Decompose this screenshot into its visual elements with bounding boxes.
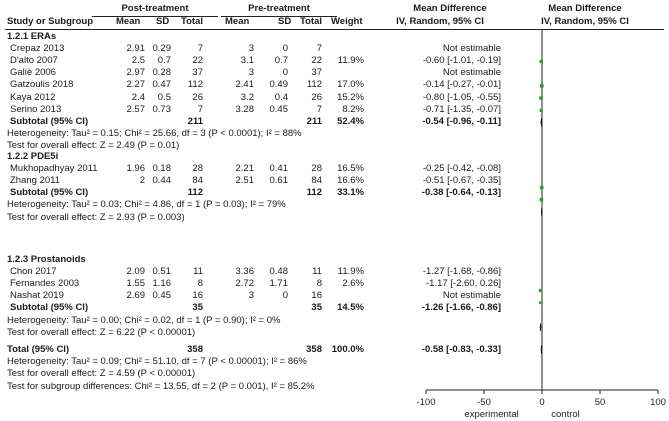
- heterogeneity-text: Heterogeneity: Tau² = 0.15; Chi² = 25.66, df = 3 (P < 0.0001); I² = 88%: [7, 128, 302, 140]
- post-sd: 0.5: [157, 91, 171, 103]
- post-total: 11: [193, 265, 203, 277]
- pre-total: 84: [311, 174, 322, 186]
- post-total: 26: [192, 91, 203, 103]
- pre-mean: 2.41: [235, 79, 254, 91]
- study-effect-marker: [540, 60, 543, 63]
- mean-difference-ci: -0.25 [-0.42, -0.08]: [422, 162, 501, 174]
- post-mean: 2.4: [131, 91, 145, 103]
- post-sd: 0.18: [152, 162, 171, 174]
- pre-sd: 0.41: [269, 162, 288, 174]
- pre-sd: 0: [282, 42, 288, 54]
- weight-value: 11.9%: [337, 54, 364, 66]
- subtotal-md-ci: -1.26 [-1.66, -0.86]: [421, 302, 501, 314]
- subtotal-post-total: 211: [187, 115, 203, 127]
- md-column-subtitle: IV, Random, 95% CI: [396, 16, 484, 27]
- study-effect-marker: [540, 186, 544, 190]
- weight-value: 16.6%: [337, 174, 364, 186]
- post-sd: 0.47: [152, 79, 171, 91]
- subtotal-label: Subtotal (95% CI): [10, 115, 89, 127]
- footer-text: Test for subgroup differences: Chi² = 13.55, df = 2 (P = 0.001), I² = 85.2%: [7, 380, 315, 392]
- subtotal-weight: 33.1%: [337, 187, 364, 199]
- study-effect-marker: [540, 84, 544, 88]
- study-name: D'alto 2007: [10, 54, 58, 66]
- post-mean: 2.91: [126, 42, 145, 54]
- total-label: Total (95% CI): [7, 343, 70, 355]
- mean-difference-ci: -0.80 [-1.05, -0.55]: [422, 91, 501, 103]
- pre-total: 112: [306, 79, 322, 91]
- post-mean: 2.5: [131, 54, 145, 66]
- subgroup-title: 1.2.1 ERAs: [7, 30, 57, 42]
- study-effect-marker: [540, 198, 544, 202]
- study-name: Fernandes 2003: [10, 277, 80, 289]
- pre-total: 26: [311, 91, 322, 103]
- total2-header: Total: [300, 16, 322, 27]
- pre-sd: 0.48: [269, 265, 288, 277]
- pre-mean: 3.2: [240, 91, 254, 103]
- study-effect-marker: [539, 289, 542, 292]
- pre-mean: 3: [248, 42, 254, 54]
- summary-diamond: [540, 323, 541, 331]
- pre-sd: 0.49: [269, 79, 288, 91]
- post-mean: 2.27: [126, 79, 145, 91]
- pre-sd: 0.45: [269, 103, 288, 115]
- mean-difference-ci: -1.17 [-2.60, 0.26]: [426, 277, 501, 289]
- subtotal-pre-total: 211: [306, 115, 322, 127]
- weight-value: 2.6%: [342, 277, 364, 289]
- md-column-title: Mean Difference: [413, 3, 487, 14]
- mean-difference-ci: Not estimable: [442, 42, 501, 54]
- summary-diamond: [541, 346, 542, 354]
- subtotal-weight: 52.4%: [337, 115, 364, 127]
- post-sd: 0.28: [152, 67, 171, 79]
- footer-text: Test for overall effect: Z = 4.59 (P < 0.00001): [7, 368, 196, 380]
- summary-diamond: [541, 119, 542, 127]
- pre-sd: 0.61: [269, 174, 288, 186]
- weight-value: 15.2%: [337, 91, 364, 103]
- post-mean: 1.55: [126, 277, 145, 289]
- pre-total: 22: [311, 54, 322, 66]
- subtotal-pre-total: 35: [311, 302, 322, 314]
- post-sd: 1.16: [152, 277, 171, 289]
- post-total: 28: [192, 162, 203, 174]
- pre-mean: 3.1: [240, 54, 254, 66]
- x-axis-tick-label: 100: [650, 397, 666, 408]
- pre-total: 16: [311, 290, 322, 302]
- x-axis-tick-label: 50: [594, 397, 606, 408]
- mean-difference-ci: -0.51 [-0.67, -0.35]: [422, 174, 501, 186]
- post-mean: 2.09: [126, 265, 145, 277]
- study-name: Galiè 2006: [10, 67, 56, 79]
- weight-value: 16.5%: [337, 162, 364, 174]
- subgroup-title: 1.2.3 Prostanoids: [7, 253, 86, 265]
- pre-mean: 3: [248, 290, 254, 302]
- sd1-header: SD: [156, 16, 170, 27]
- subtotal-md-ci: -0.38 [-0.64, -0.13]: [421, 187, 501, 199]
- pre-mean: 2.21: [235, 162, 254, 174]
- post-sd: 0.73: [152, 103, 171, 115]
- study-effect-marker: [539, 96, 543, 100]
- mean-difference-ci: -0.71 [-1.35, -0.07]: [422, 103, 501, 115]
- study-effect-marker: [539, 301, 542, 304]
- mean-difference-ci: -1.27 [-1.68, -0.86]: [422, 265, 501, 277]
- total1-header: Total: [181, 16, 203, 27]
- subtotal-post-total: 112: [187, 187, 203, 199]
- post-total: 112: [187, 79, 203, 91]
- pre-total: 7: [316, 42, 322, 54]
- mean1-header: Mean: [116, 16, 141, 27]
- post-total: 37: [192, 67, 203, 79]
- pre-mean: 2.51: [235, 174, 254, 186]
- pre-sd: 0.4: [274, 91, 288, 103]
- post-total: 7: [197, 103, 203, 115]
- mean-difference-ci: -0.14 [-0.27, -0.01]: [422, 79, 501, 91]
- subtotal-md-ci: -0.54 [-0.96, -0.11]: [422, 115, 501, 127]
- total-pre-total: 358: [306, 343, 322, 355]
- favours-right-label: control: [551, 409, 580, 420]
- pre-total: 11: [312, 265, 322, 277]
- weight-value: 8.2%: [342, 103, 364, 115]
- study-name: Gatzoulis 2018: [10, 79, 74, 91]
- study-name: Kaya 2012: [10, 91, 56, 103]
- weight-value: 17.0%: [337, 79, 364, 91]
- pre-sd: 0: [282, 67, 288, 79]
- plot-subtitle: IV, Random, 95% CI: [541, 16, 629, 27]
- study-name: Zhang 2011: [10, 174, 61, 186]
- post-sd: 0.7: [157, 54, 171, 66]
- subtotal-post-total: 35: [192, 302, 203, 314]
- total-weight: 100.0%: [331, 343, 364, 355]
- study-name: Chon 2017: [10, 265, 57, 277]
- subtotal-label: Subtotal (95% CI): [10, 302, 89, 314]
- study-name: Crepaz 2013: [10, 42, 65, 54]
- mean-difference-ci: Not estimable: [442, 290, 501, 302]
- post-mean: 2.97: [126, 67, 145, 79]
- pre-total: 37: [311, 67, 322, 79]
- post-total: 22: [192, 54, 203, 66]
- footer-text: Heterogeneity: Tau² = 0.09; Chi² = 51.10, df = 7 (P < 0.00001); I² = 86%: [7, 356, 307, 367]
- subtotal-pre-total: 112: [306, 187, 322, 199]
- study-effect-marker: [540, 109, 543, 112]
- study-name: Mukhopadhyay 2011: [10, 162, 98, 174]
- weight-header: Weight: [331, 16, 363, 27]
- plot-title: Mean Difference: [548, 3, 622, 14]
- overall-effect-text: Test for overall effect: Z = 6.22 (P < 0.00001): [7, 326, 196, 338]
- overall-effect-text: Test for overall effect: Z = 2.49 (P = 0.01): [7, 140, 180, 152]
- study-name: Serino 2013: [10, 103, 62, 115]
- post-mean: 2.69: [126, 290, 145, 302]
- pre-sd: 0: [282, 290, 288, 302]
- x-axis-tick-label: 0: [539, 397, 545, 408]
- heterogeneity-text: Heterogeneity: Tau² = 0.03; Chi² = 4.86, df = 1 (P = 0.03); I² = 79%: [7, 199, 286, 211]
- pre-total: 28: [311, 162, 322, 174]
- x-axis-tick-label: -50: [477, 397, 491, 408]
- post-total: 84: [192, 174, 203, 186]
- total-md-ci: -0.58 [-0.83, -0.33]: [421, 343, 501, 355]
- sd2-header: SD: [278, 16, 292, 27]
- post-sd: 0.29: [152, 42, 171, 54]
- post-mean: 2.57: [126, 103, 145, 115]
- pre-sd: 0.7: [274, 54, 288, 66]
- post-mean: 1.96: [126, 162, 145, 174]
- pre-mean: 3.28: [235, 103, 254, 115]
- mean-difference-ci: Not estimable: [442, 67, 501, 79]
- post-sd: 0.44: [152, 174, 171, 186]
- post-total: 16: [192, 290, 203, 302]
- pre-mean: 3.36: [235, 265, 254, 277]
- pre-mean: 2.72: [235, 277, 254, 289]
- group2-header: Pre-treatment: [248, 3, 310, 14]
- mean-difference-ci: -0.60 [-1.01, -0.19]: [422, 54, 501, 66]
- subtotal-weight: 14.5%: [337, 302, 364, 314]
- overall-effect-text: Test for overall effect: Z = 2.93 (P = 0.003): [7, 211, 185, 223]
- post-sd: 0.51: [152, 265, 171, 277]
- pre-total: 7: [316, 103, 322, 115]
- subgroup-title: 1.2.2 PDE5i: [7, 150, 59, 162]
- group1-header: Post-treatment: [121, 3, 189, 14]
- pre-mean: 3: [248, 67, 254, 79]
- heterogeneity-text: Heterogeneity: Tau² = 0.00; Chi² = 0.02, df = 1 (P = 0.90); I² = 0%: [7, 314, 281, 326]
- post-sd: 0.45: [152, 290, 171, 302]
- pre-total: 8: [316, 277, 322, 289]
- post-total: 7: [197, 42, 203, 54]
- study-column-header: Study or Subgroup: [7, 16, 94, 27]
- favours-left-label: experimental: [464, 409, 519, 420]
- weight-value: 11.9%: [337, 265, 364, 277]
- post-total: 8: [197, 277, 203, 289]
- total-post-total: 358: [187, 343, 203, 355]
- pre-sd: 1.71: [269, 277, 288, 289]
- post-mean: 2: [139, 174, 145, 186]
- mean2-header: Mean: [225, 16, 250, 27]
- summary-diamond: [541, 208, 542, 216]
- subtotal-label: Subtotal (95% CI): [10, 187, 89, 199]
- x-axis-tick-label: -100: [416, 397, 436, 408]
- study-name: Nashat 2019: [10, 290, 64, 302]
